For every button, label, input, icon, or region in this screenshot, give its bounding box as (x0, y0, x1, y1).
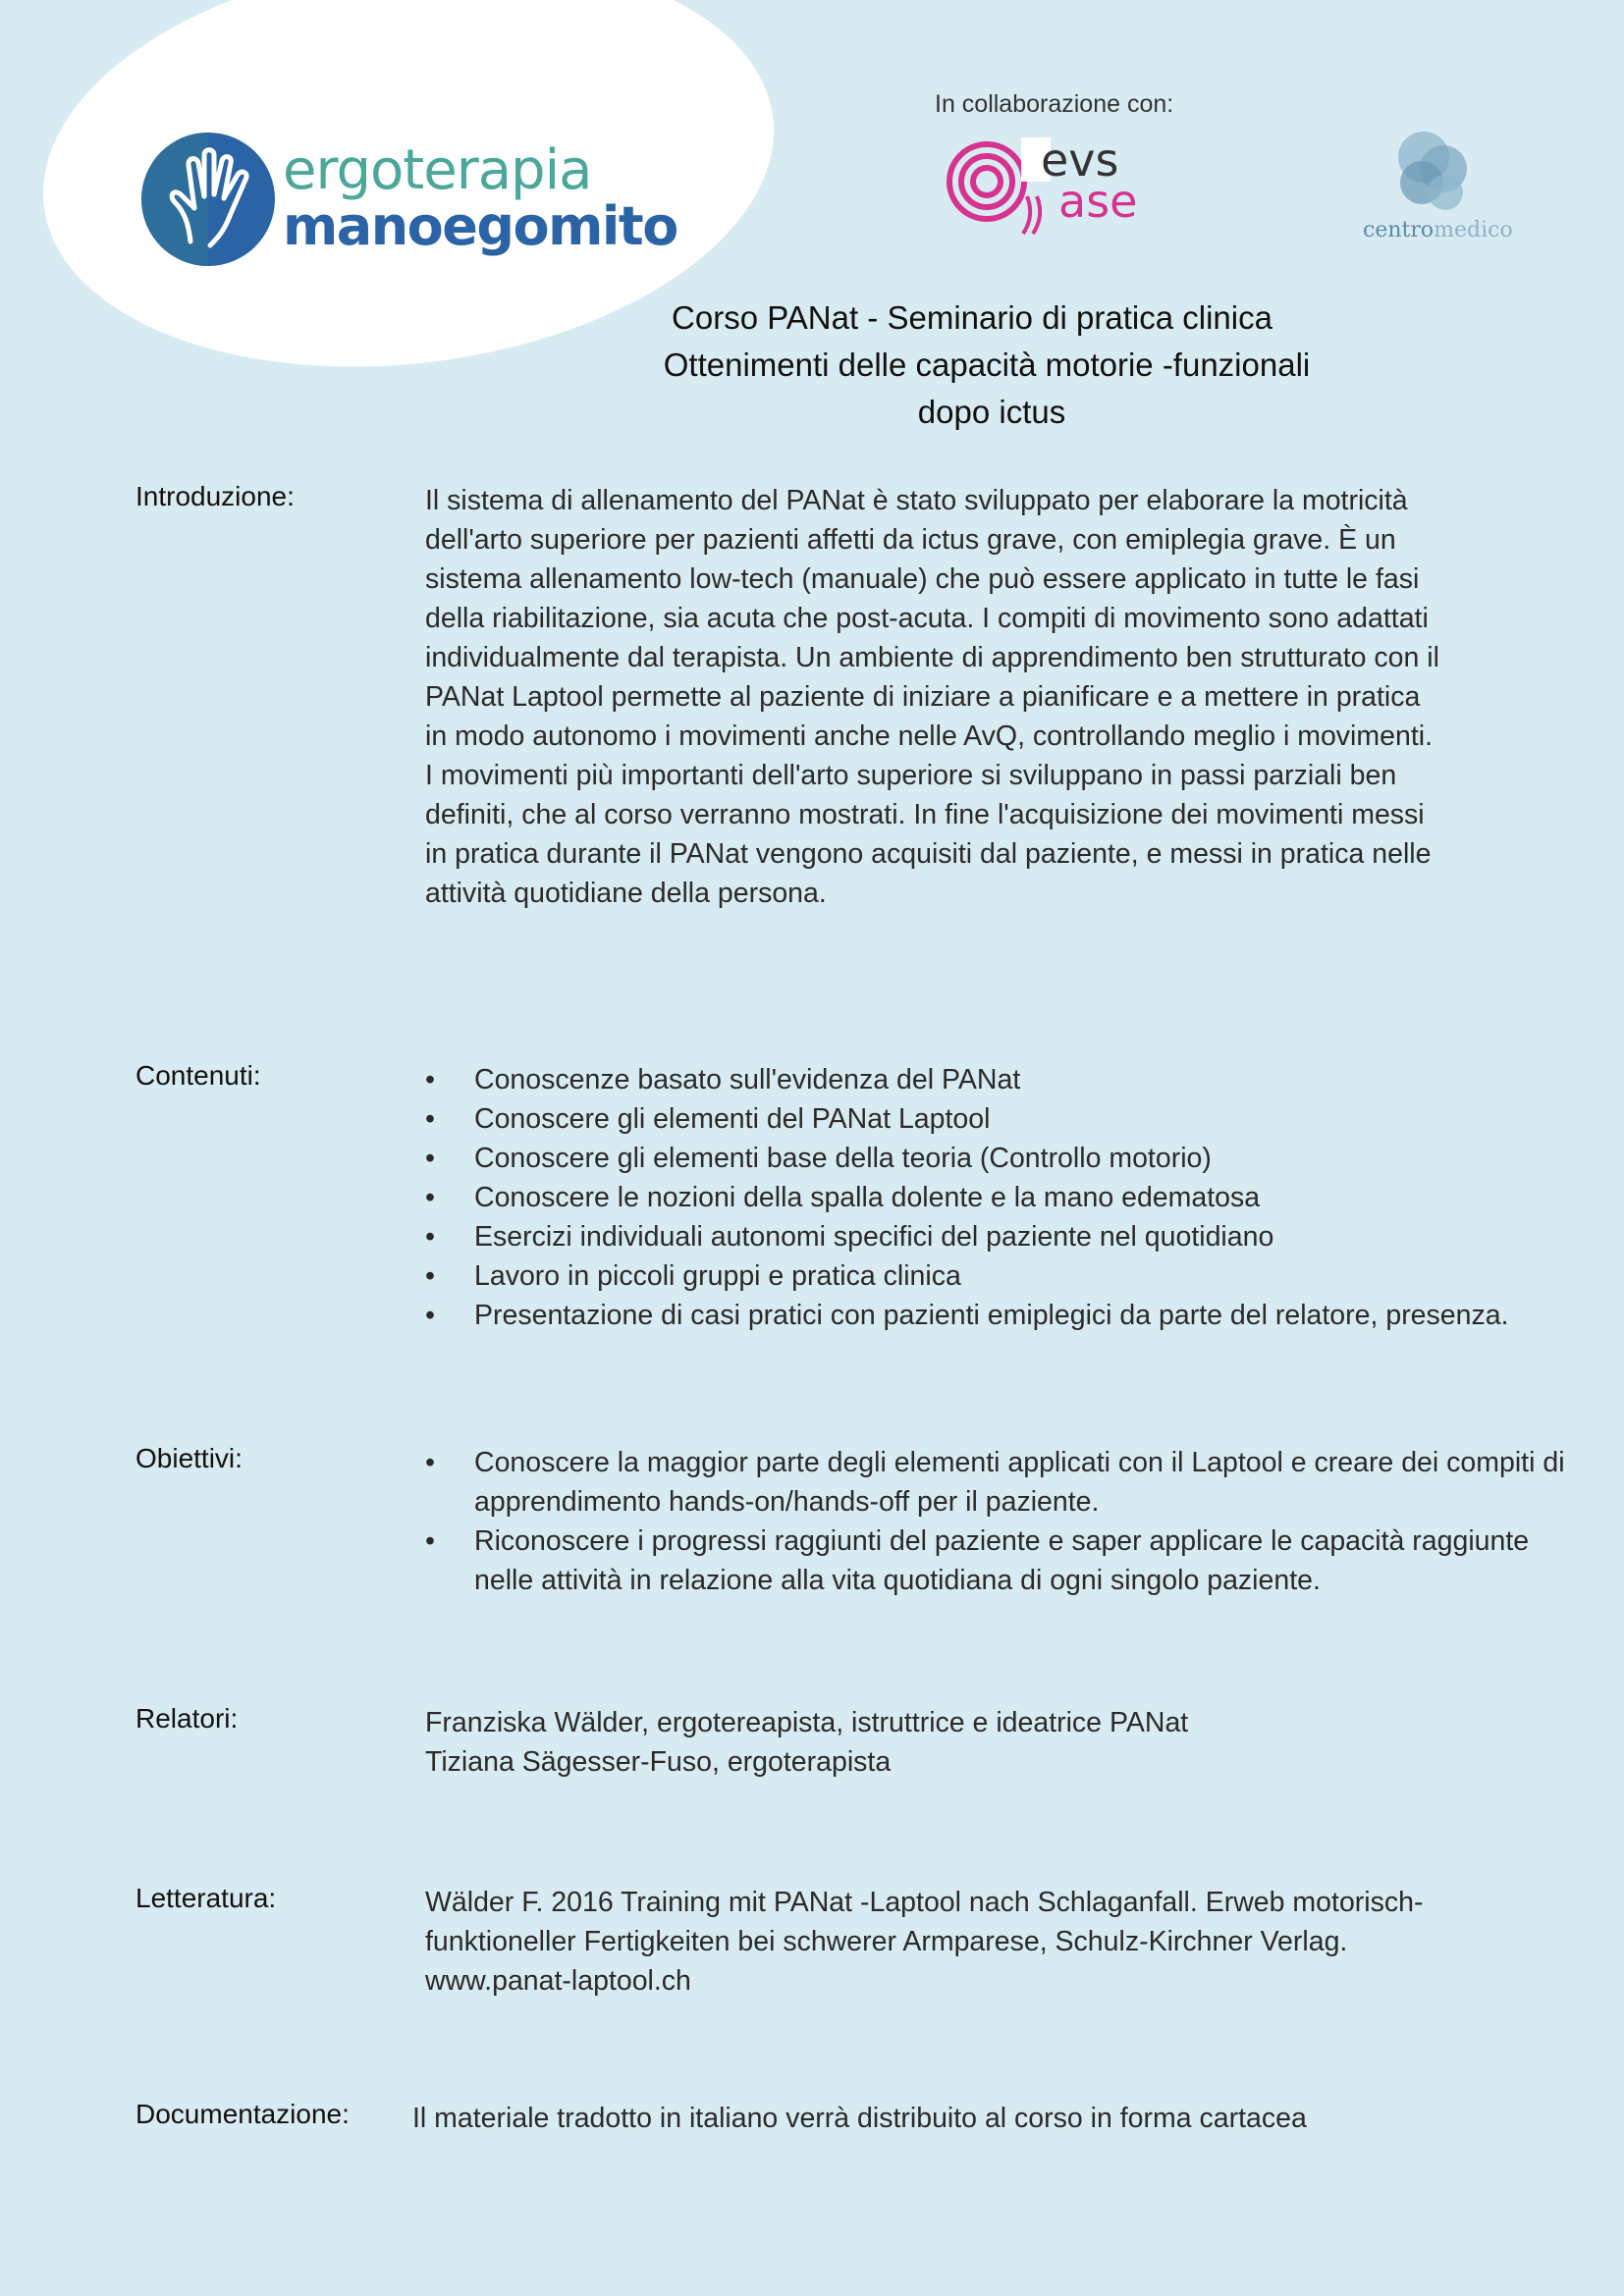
contenuti-body (425, 1060, 1584, 1335)
evs-text: evs (1041, 133, 1119, 187)
relatori-label: Relatori: (135, 1703, 239, 1734)
obiettivi-list (425, 1443, 1584, 1600)
bullet: • (425, 1221, 435, 1253)
relatori-body (425, 1703, 1505, 1782)
logo-line2: manoegomito (283, 195, 677, 257)
hand-icon (139, 126, 277, 273)
list-item (425, 1522, 1584, 1600)
course-title (589, 294, 1355, 436)
ase-text: ase (1058, 175, 1138, 228)
centromedico-circles-icon (1355, 128, 1512, 226)
letteratura-label: Letteratura: (135, 1883, 277, 1913)
obiettivi-body (425, 1443, 1584, 1600)
bullet: • (425, 1182, 435, 1213)
list-item (425, 1139, 1584, 1178)
list-item-text: Conoscere gli elementi del PANat Laptool (474, 1103, 991, 1135)
logo-line1: ergoterapia (283, 138, 592, 202)
list-item (425, 1099, 1584, 1139)
list-item-text: Presentazione di casi pratici con pazienti emiplegici da parte del relatore, presenza. (474, 1300, 1509, 1331)
documentazione-label: Documentazione: (135, 2099, 350, 2129)
introduzione-paragraph1: Il sistema di allenamento del PANat è stato sviluppato per elaborare la motricità dell'arto superiore per pazienti affetti da ictus grave, con emiplegia grave. È un sistema allenamento low-tech (manuale) che può essere applicato in tutte le fasi della riabilitazione, sia acuta che post-acuta. I compiti di movimento sono adattati individualmente dal terapista. Un ambiente di apprendimento ben strutturato con il PANat Laptool permette al paziente di iniziare a pianificare e a mettere in pratica in modo autonomo i movimenti anche nelle AvQ, controllando meglio i movimenti. (425, 485, 1439, 752)
list-item (425, 1256, 1584, 1296)
list-item (425, 1060, 1584, 1099)
bullet: • (425, 1300, 435, 1331)
evs-ase-logo (933, 133, 1159, 245)
centromedico-part2: medico (1434, 218, 1513, 242)
list-item (425, 1217, 1584, 1256)
introduzione-label: Introduzione: (135, 481, 295, 511)
introduzione-body (425, 481, 1446, 913)
relatore-1: Franziska Wälder, ergotereapista, istruttrice e ideatrice PANat (425, 1707, 1189, 1738)
ergoterapia-logo (139, 126, 677, 273)
letteratura-text: Wälder F. 2016 Training mit PANat -Laptool nach Schlaganfall. Erweb motorisch-funktioneller Fertigkeiten bei schwerer Armparese, Schulz-Kirchner Verlag. www.panat-laptool.ch (425, 1887, 1424, 1997)
list-item-text: Conoscere gli elementi base della teoria (Controllo motorio) (474, 1143, 1212, 1174)
list-item-text: Conoscere la maggior parte degli elementi applicati con il Laptool e creare dei compiti di apprendimento hands-on/hands-off per il paziente. (474, 1447, 1565, 1518)
list-item-text: Conoscenze basato sull'evidenza del PANat (474, 1064, 1021, 1095)
obiettivi-label: Obiettivi: (135, 1443, 243, 1473)
title-line3: dopo ictus (917, 394, 1066, 430)
list-item (425, 1296, 1584, 1335)
list-item (425, 1443, 1584, 1522)
relatore-2: Tiziana Sägesser-Fuso, ergoterapista (425, 1746, 892, 1778)
bullet: • (425, 1525, 435, 1557)
list-item-text: Riconoscere i progressi raggiunti del paziente e saper applicare le capacità raggiunte nelle attività in relazione alla vita quotidiana di ogni singolo paziente. (474, 1525, 1530, 1596)
contenuti-label: Contenuti: (135, 1060, 261, 1091)
list-item-text: Conoscere le nozioni della spalla dolente e la mano edematosa (474, 1182, 1261, 1213)
list-item-text: Lavoro in piccoli gruppi e pratica clinica (474, 1260, 961, 1292)
bullet: • (425, 1260, 435, 1292)
title-line2: Ottenimenti delle capacità motorie -funzionali (663, 347, 1311, 383)
bullet: • (425, 1447, 435, 1478)
bullet: • (425, 1143, 435, 1174)
list-item (425, 1178, 1584, 1217)
title-line1: Corso PANat - Seminario di pratica clinica (672, 299, 1272, 336)
introduzione-paragraph2: I movimenti più importanti dell'arto superiore si sviluppano in passi parziali ben definiti, che al corso verranno mostrati. In fine l'acquisizione dei movimenti messi in pratica durante il PANat vengono acquisiti dal paziente, e messi in pratica nelle attività quotidiane della persona. (425, 760, 1432, 909)
centromedico-part1: centro (1363, 218, 1435, 242)
bullet: • (425, 1103, 435, 1135)
documentazione-text: Il materiale tradotto in italiano verrà distribuito al corso in forma cartacea (412, 2103, 1307, 2134)
list-item-text: Esercizi individuali autonomi specifici del paziente nel quotidiano (474, 1221, 1274, 1253)
collaboration-label: In collaborazione con: (935, 90, 1174, 118)
centromedico-text (1363, 218, 1513, 242)
contenuti-list (425, 1060, 1584, 1335)
bullet: • (425, 1064, 435, 1095)
